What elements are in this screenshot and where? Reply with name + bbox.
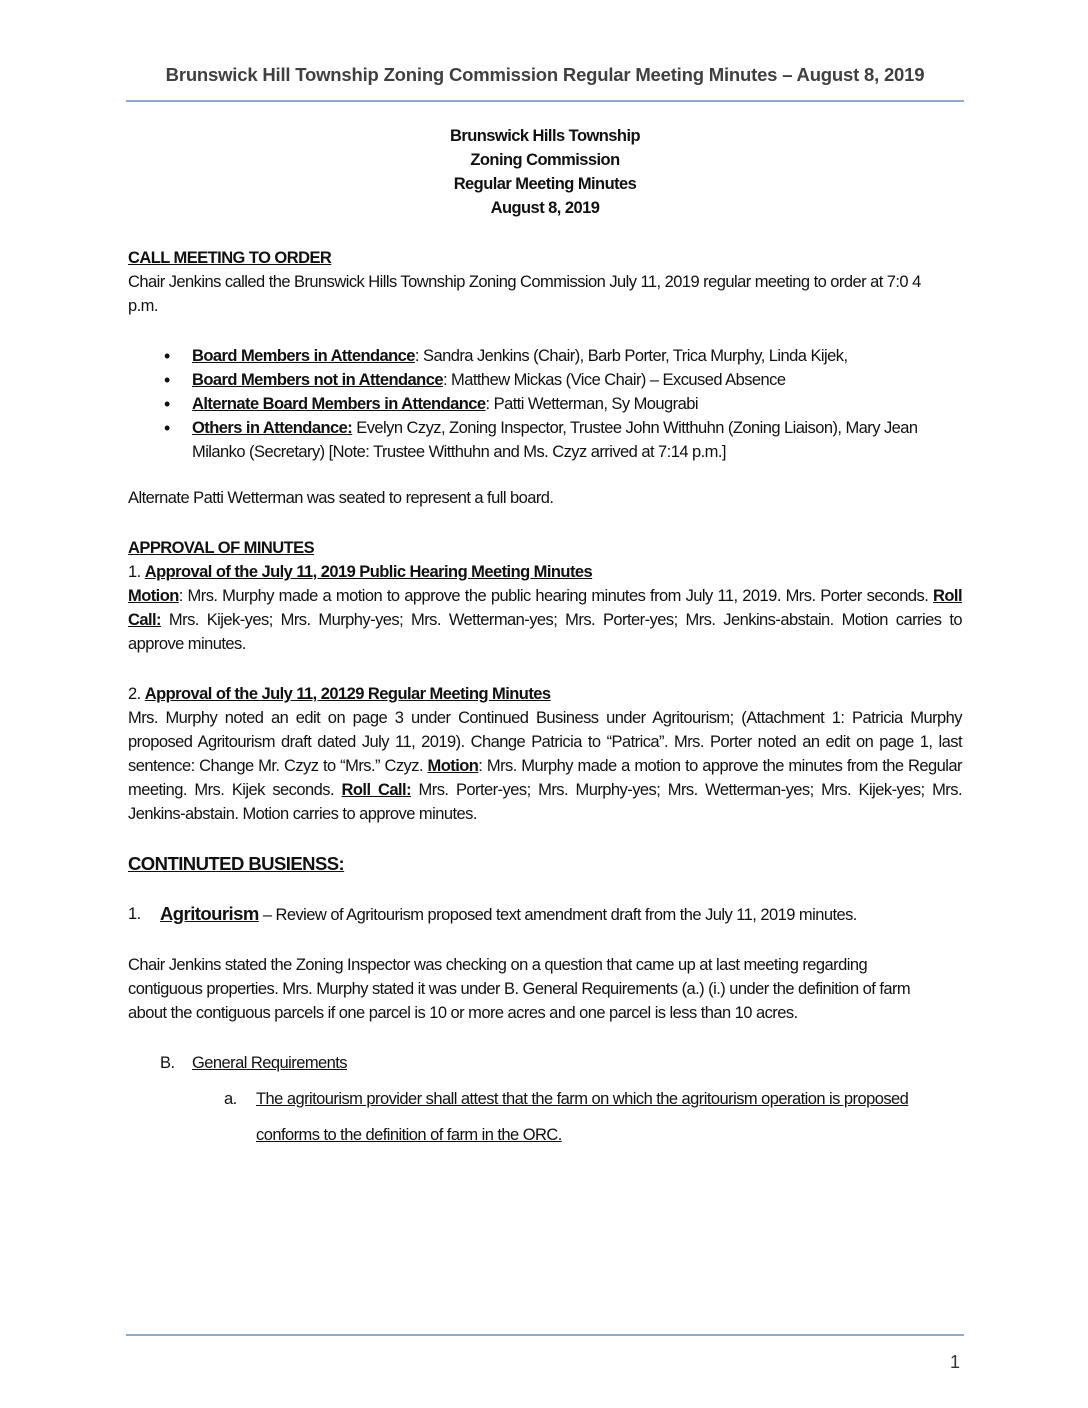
call-to-order-text: Chair Jenkins called the Brunswick Hills Township Zoning Commission July 11, 2019 regular meeting to order at 7:0 4 p.m. bbox=[128, 273, 921, 315]
attendance-list bbox=[128, 344, 962, 464]
roll-call-label: Roll Call: bbox=[341, 781, 412, 799]
running-header: Brunswick Hill Township Zoning Commission Regular Meeting Minutes – August 8, 2019 bbox=[165, 64, 925, 85]
motion-text: : Mrs. Murphy made a motion to approve the public hearing minutes from July 11, 2019. Mrs. Porter seconds. bbox=[178, 587, 934, 605]
separator: : bbox=[485, 395, 494, 413]
call-to-order-heading: CALL MEETING TO ORDER bbox=[128, 249, 332, 267]
attendance-item bbox=[192, 344, 962, 368]
roll-call-text: Mrs. Porter-yes; Mrs. Murphy-yes; Mrs. Wetterman-yes; Mrs. Kijek-yes; Mrs. Jenkins-abstain. Motion carries to approve minutes. bbox=[128, 781, 962, 823]
roll-call-label: Roll Call: bbox=[128, 587, 962, 629]
title-block bbox=[128, 124, 962, 220]
requirements-title: General Requirements bbox=[192, 1054, 347, 1072]
title-line: Brunswick Hills Township bbox=[449, 127, 641, 145]
edit-notes: Mrs. Murphy noted an edit on page 3 under Continued Business under Agritourism; (Attachment 1: Patricia Murphy proposed Agritourism draft dated July 11, 2019). Change Patricia to “Patrica”. Mrs. Porter noted an edit on page 1, last sentence: Change Mr. Czyz to “Mrs.” Czyz. bbox=[128, 709, 962, 775]
agritourism-description: – Review of Agritourism proposed text amendment draft from the July 11, 2019 minutes. bbox=[258, 906, 857, 924]
attendance-text: Matthew Mickas (Vice Chair) – Excused Absence bbox=[451, 371, 786, 389]
title-date: August 8, 2019 bbox=[490, 199, 600, 217]
attendance-item bbox=[192, 368, 962, 392]
separator: : bbox=[442, 371, 452, 389]
motion-label: Motion bbox=[427, 757, 479, 775]
discussion-paragraph: Chair Jenkins stated the Zoning Inspector was checking on a question that came up at last meeting regarding contiguous properties. Mrs. Murphy stated it was under B. General Requirements (a.) (i.) under the definition of farm about the contiguous parcels if one parcel is 10 or more acres and one parcel is less than 10 acres. bbox=[128, 956, 911, 1022]
motion-text: : Mrs. Murphy made a motion to approve the minutes from the Regular meeting. Mrs. Kijek seconds. bbox=[128, 757, 962, 799]
item-number: 1. bbox=[128, 905, 141, 923]
approval-item-2-body bbox=[128, 706, 962, 826]
item-title: Approval of the July 11, 2019 Public Hearing Meeting Minutes bbox=[144, 563, 593, 581]
attendance-text: Patti Wetterman, Sy Mougrabi bbox=[493, 395, 698, 413]
approval-heading: APPROVAL OF MINUTES bbox=[128, 539, 315, 557]
footer-divider bbox=[126, 1334, 964, 1336]
approval-item-1-body bbox=[128, 584, 962, 656]
sub-letter: a. bbox=[224, 1090, 237, 1108]
requirement-a bbox=[128, 1081, 962, 1153]
approval-item-1-title bbox=[128, 560, 962, 584]
item-number: 2. bbox=[128, 685, 145, 703]
item-title: Approval of the July 11, 20129 Regular Meeting Minutes bbox=[144, 685, 551, 703]
seated-note: Alternate Patti Wetterman was seated to represent a full board. bbox=[128, 489, 554, 507]
document-body bbox=[128, 124, 962, 1153]
roll-call-text: Mrs. Kijek-yes; Mrs. Murphy-yes; Mrs. Wetterman-yes; Mrs. Porter-yes; Mrs. Jenkins-abstain. Motion carries to approve minutes. bbox=[128, 611, 962, 653]
motion-label: Motion bbox=[128, 587, 179, 605]
continued-item-1 bbox=[128, 902, 908, 927]
requirement-a-text: The agritourism provider shall attest that the farm on which the agritourism operation is proposed conforms to the definition of farm in the ORC. bbox=[256, 1090, 909, 1144]
section-letter: B. bbox=[160, 1054, 175, 1072]
attendance-label: Alternate Board Members in Attendance bbox=[192, 395, 486, 413]
attendance-item bbox=[192, 392, 962, 416]
page-number: 1 bbox=[949, 1352, 960, 1372]
attendance-item bbox=[192, 416, 962, 464]
title-line: Regular Meeting Minutes bbox=[453, 175, 637, 193]
continued-business-heading: CONTINUTED BUSIENSS: bbox=[128, 853, 345, 874]
separator: : bbox=[414, 347, 423, 365]
item-number: 1. bbox=[128, 563, 145, 581]
attendance-label: Others in Attendance: bbox=[192, 419, 353, 437]
attendance-label: Board Members in Attendance bbox=[192, 347, 415, 365]
requirements-section bbox=[128, 1051, 962, 1075]
attendance-text: Sandra Jenkins (Chair), Barb Porter, Trica Murphy, Linda Kijek, bbox=[423, 347, 848, 365]
agritourism-title: Agritourism bbox=[160, 903, 259, 924]
attendance-label: Board Members not in Attendance bbox=[192, 371, 443, 389]
attendance-text: Evelyn Czyz, Zoning Inspector, Trustee John Witthuhn (Zoning Liaison), Mary Jean Milanko (Secretary) [Note: Trustee Witthuhn and Ms. Czyz arrived at 7:14 p.m.] bbox=[192, 419, 918, 461]
header-divider bbox=[126, 100, 964, 102]
approval-item-2-title bbox=[128, 682, 962, 706]
title-line: Zoning Commission bbox=[470, 151, 620, 169]
